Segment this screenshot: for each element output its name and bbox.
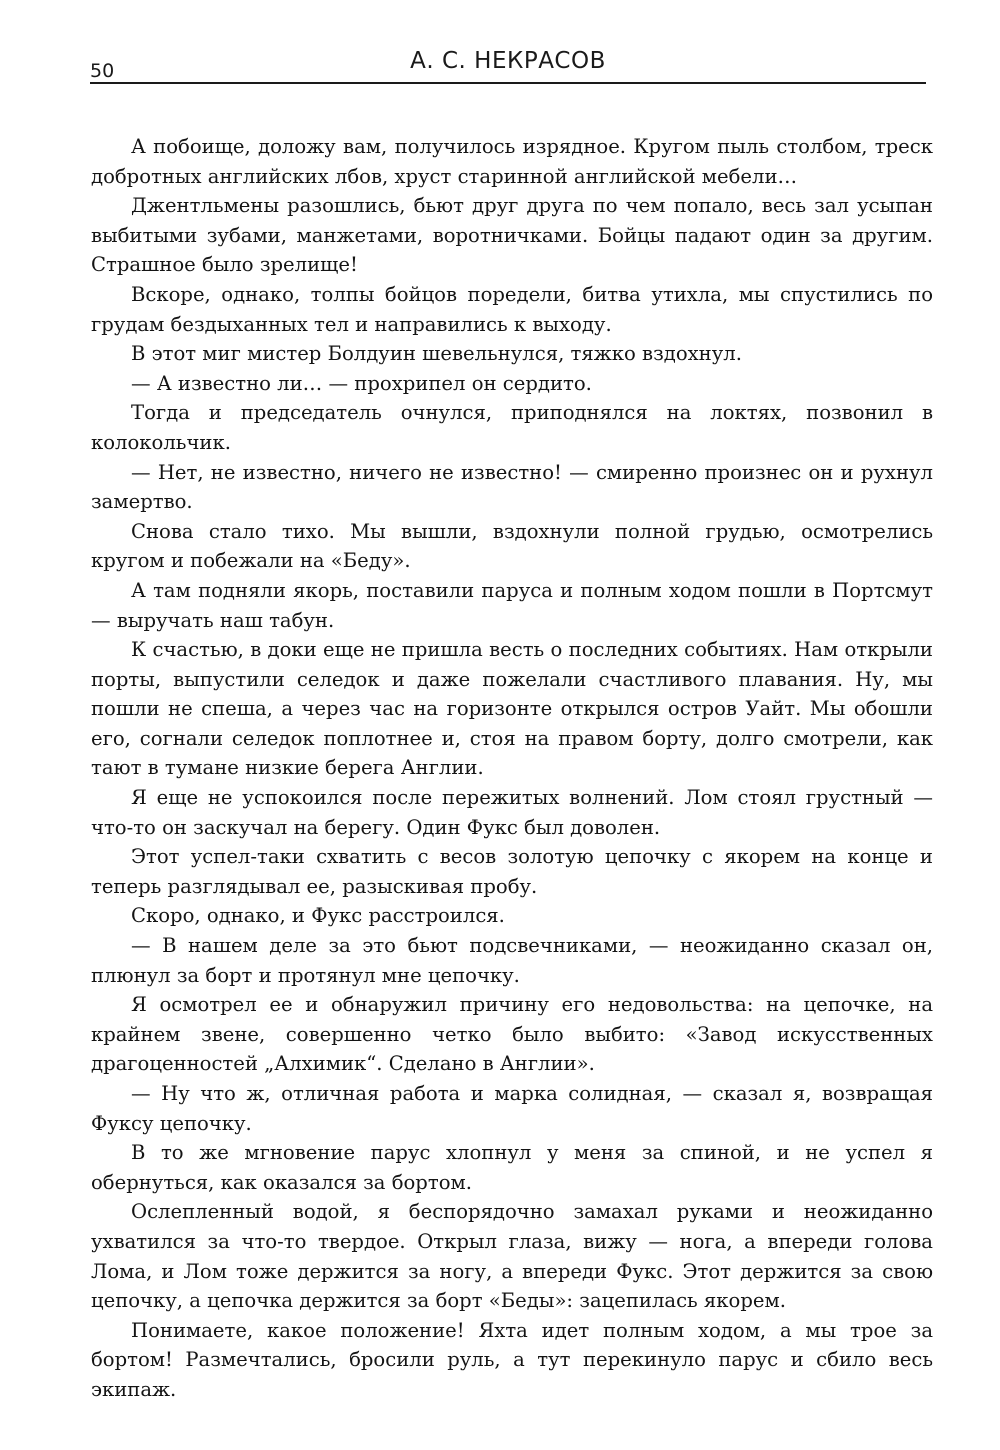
running-head <box>90 48 926 82</box>
paragraph: Тогда и председатель очнулся, приподнялся на локтях, позвонил в колокольчик. <box>91 401 933 454</box>
paragraph: В этот миг мистер Болдуин шевельнулся, тяжко вздохнул. <box>131 342 742 366</box>
paragraph: Я осмотрел ее и обнаружил причину его недовольства: на цепочке, на крайнем звене, совершенно четко было выбито: «Завод искусственных драгоценностей „Алхимик“. Сделано в Англии». <box>91 993 933 1076</box>
paragraph: Понимаете, какое положение! Яхта идет полным ходом, а мы трое за бортом! Размечтались, бросили руль, а тут перекинуло парус и сбило весь экипаж. <box>91 1318 933 1401</box>
paragraph: Снова стало тихо. Мы вышли, вздохнули полной грудью, осмотрелись кругом и побежали на «Беду». <box>91 519 933 573</box>
paragraph: А там подняли якорь, поставили паруса и полным ходом пошли в Портсмут — выручать наш табун. <box>91 578 933 632</box>
paragraph: Ослепленный водой, я беспорядочно замахал руками и неожиданно ухватился за что-то твердое. Открыл глаза, вижу — нога, а впереди голова Лома, и Лом тоже держится за ногу, а впереди Фукс. Этот держится за свою цепочку, а цепочка держится за борт «Беды»: зацепилась якорем. <box>91 1200 933 1313</box>
paragraph: — Нет, не известно, ничего не известно! — смиренно произнес он и рухнул замертво. <box>91 460 933 514</box>
paragraph: — А известно ли… — прохрипел он сердито. <box>131 371 592 395</box>
paragraph: Я еще не успокоился после пережитых волнений. Лом стоял грустный — что-то он заскучал на берегу. Один Фукс был доволен. <box>91 786 933 839</box>
paragraph: К счастью, в доки еще не пришла весть о последних событиях. Нам открыли порты, выпустили селедок и даже пожелали счастливого плавания. Ну, мы пошли не спеша, а через час на горизонте открылся остров Уайт. Мы обошли его, согнали селедок поплотнее и, стоя на правом борту, долго смотрели, как тают в тумане низкие берега Англии. <box>91 638 933 780</box>
header-rule <box>90 82 926 84</box>
paragraph: Этот успел-таки схватить с весов золотую цепочку с якорем на конце и теперь разглядывал ее, разыскивая пробу. <box>91 845 933 898</box>
paragraph: А побоище, доложу вам, получилось изрядное. Кругом пыль столбом, треск добротных английских лбов, хруст старинной английской мебели… <box>91 135 933 188</box>
page-number: 50 <box>90 60 115 82</box>
text-body <box>91 132 933 1405</box>
paragraph: Джентльмены разошлись, бьют друг друга по чем попало, весь зал усыпан выбитыми зубами, манжетами, воротничками. Бойцы падают один за другим. Страшное было зрелище! <box>91 194 933 277</box>
paragraph: Скоро, однако, и Фукс расстроился. <box>131 904 505 928</box>
paragraph: Вскоре, однако, толпы бойцов поредели, битва утихла, мы спустились по грудам бездыханных тел и направились к выходу. <box>91 282 933 336</box>
author-header: А. С. НЕКРАСОВ <box>410 48 606 74</box>
paragraph: В то же мгновение парус хлопнул у меня за спиной, и не успел я обернуться, как оказался за бортом. <box>91 1141 933 1194</box>
paragraph: — Ну что ж, отличная работа и марка солидная, — сказал я, возвращая Фуксу цепочку. <box>91 1082 933 1135</box>
paragraph: — В нашем деле за это бьют подсвечниками, — неожиданно сказал он, плюнул за борт и протянул мне цепочку. <box>91 934 933 987</box>
